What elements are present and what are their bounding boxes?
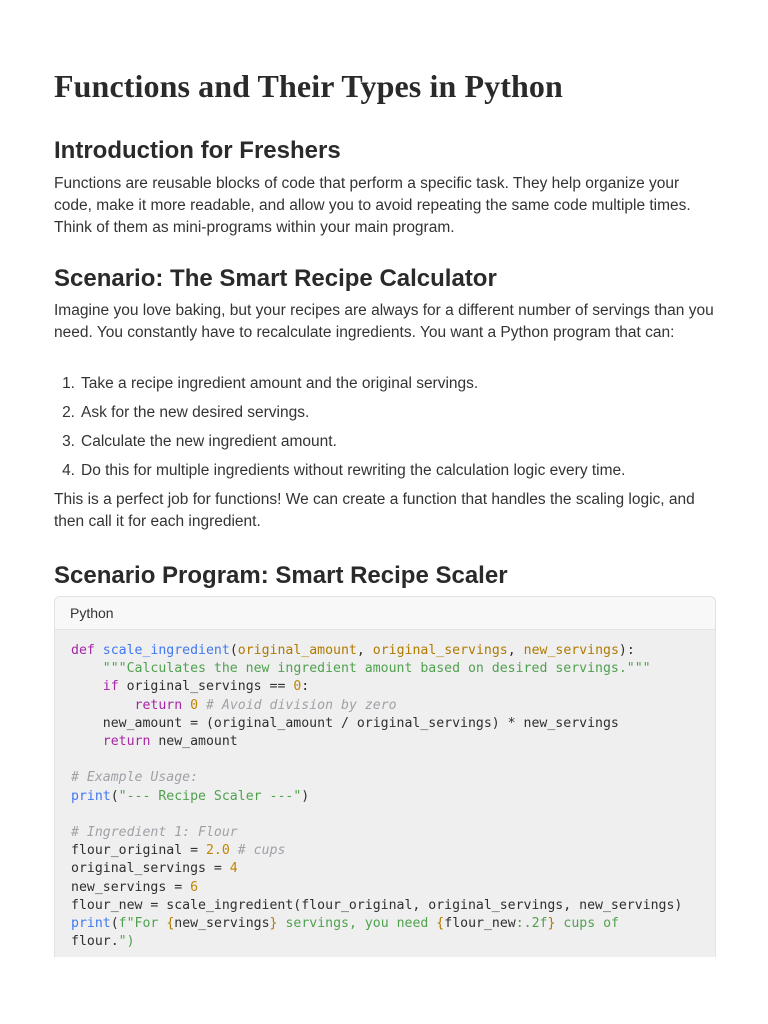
page-title: Functions and Their Types in Python <box>54 68 563 104</box>
list-item-text: Calculate the new ingredient amount. <box>81 433 337 450</box>
list-item <box>54 402 716 431</box>
list-item-number: 3. <box>62 433 75 450</box>
list-item-number: 1. <box>62 375 75 392</box>
scenario-heading: Scenario: The Smart Recipe Calculator <box>54 265 497 292</box>
list-item <box>54 460 716 489</box>
list-item-number: 2. <box>62 404 75 421</box>
list-item <box>54 373 716 402</box>
list-item-text: Take a recipe ingredient amount and the original servings. <box>81 375 479 392</box>
list-item <box>54 431 716 460</box>
list-item-number: 4. <box>62 462 75 479</box>
list-item-text: Do this for multiple ingredients without rewriting the calculation logic every time. <box>81 462 626 479</box>
steps-list <box>54 373 716 489</box>
program-heading: Scenario Program: Smart Recipe Scaler <box>54 562 508 589</box>
code-block <box>54 596 716 957</box>
intro-heading: Introduction for Freshers <box>54 137 341 164</box>
intro-paragraph: Functions are reusable blocks of code that perform a specific task. They help organize your code, make it more readable, and allow you to avoid repeating the same code multiple times. Think of them as mini-programs within your main program. <box>54 175 691 236</box>
closing-paragraph: This is a perfect job for functions! We can create a function that handles the scaling logic, and then call it for each ingredient. <box>54 491 695 530</box>
scenario-paragraph: Imagine you love baking, but your recipes are always for a different number of servings than you need. You constantly have to recalculate ingredients. You want a Python program that can: <box>54 302 714 341</box>
code-content[interactable]: def scale_ingredient(original_amount, original_servings, new_servings): """Calculates the new ingredient amount based on desired servings.""" if original_servings == 0: return 0 # Avoid division by zero new_amount = (original_amount / original_servings) * new_servings return new_amount # Example Usage: print("--- Recipe Scaler ---") # Ingredient 1: Flour flour_original = 2.0 # cups original_servings = 4 new_servings = 6 flour_new = scale_ingredient(flour_original, original_servings, new_servings) print(f"For {new_servings} servings, you need {flour_new:.2f} cups of flour.") <box>71 643 683 950</box>
list-item-text: Ask for the new desired servings. <box>81 404 310 421</box>
code-language-label: Python <box>55 597 715 630</box>
